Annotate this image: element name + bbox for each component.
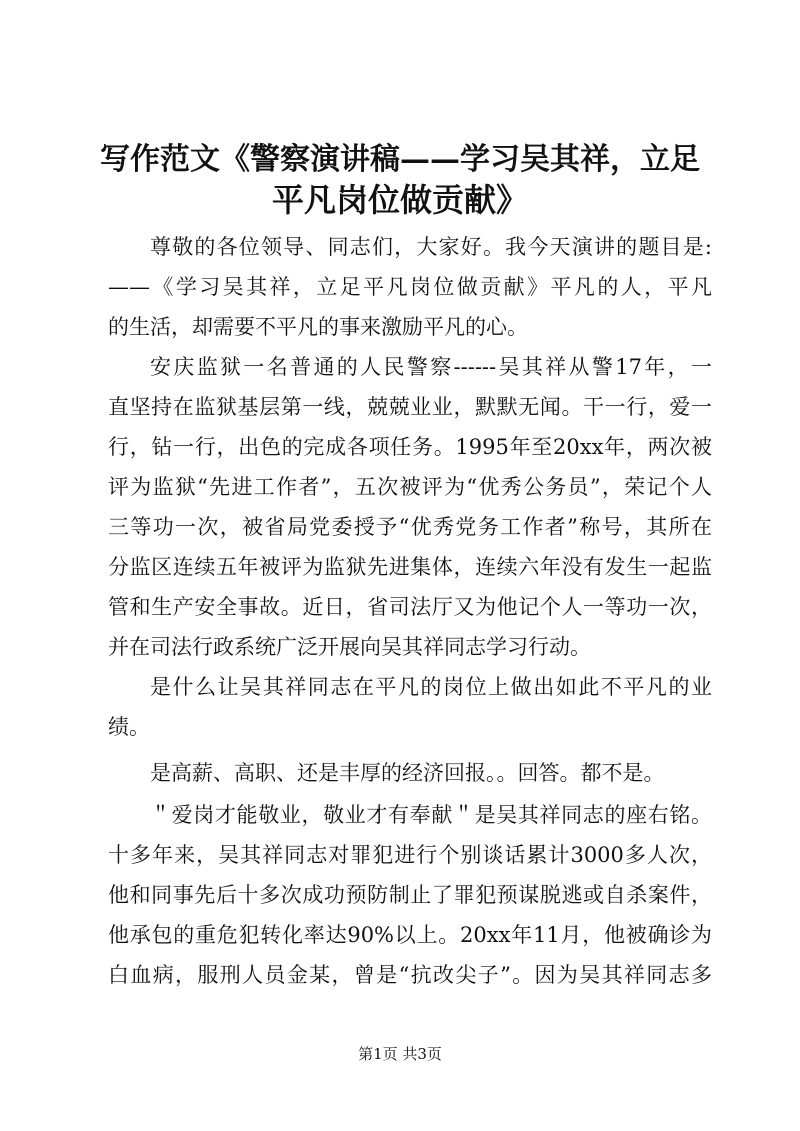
paragraph-line: 他和同事先后十多次成功预防制止了罪犯预谋脱逃或自杀案件， (108, 883, 712, 907)
title-line-1: 写作范文《警察演讲稿——学习吴其祥，立足 (100, 142, 700, 177)
paragraph-line: 尊敬的各位领导、同志们，大家好。我今天演讲的题目是: (150, 235, 712, 259)
paragraph-line: 三等功一次，被省局党委授予“优秀党务工作者”称号，其所在 (108, 515, 712, 539)
paragraph-line: 直坚持在监狱基层第一线，兢兢业业，默默无闻。干一行，爱一 (108, 395, 712, 419)
title-line-2: 平凡岗位做贡献》 (271, 181, 528, 219)
paragraph-line: 的生活，却需要不平凡的事来激励平凡的心。 (108, 315, 528, 339)
paragraph-line: ＂爱岗才能敬业，敬业才有奉献＂是吴其祥同志的座右铭。 (150, 803, 712, 827)
paragraph-line: 他承包的重危犯转化率达90%以上。20xx年11月，他被确诊为 (108, 923, 712, 947)
paragraph-line: 十多年来，吴其祥同志对罪犯进行个别谈话累计3000多人次， (108, 843, 712, 867)
document-title (100, 140, 700, 220)
paragraph-line: 绩。 (108, 715, 150, 739)
paragraph-line: 安庆监狱一名普通的人民警察------吴其祥从警17年，一 (150, 355, 712, 379)
paragraph-line: 并在司法行政系统广泛开展向吴其祥同志学习行动。 (108, 635, 591, 659)
paragraph-line: 是高薪、高职、还是丰厚的经济回报。。回答。都不是。 (150, 761, 665, 785)
paragraph-line: 白血病，服刑人员金某，曾是“抗改尖子”。因为吴其祥同志多 (108, 963, 712, 987)
paragraph-line: 行，钻一行，出色的完成各项任务。1995年至20xx年，两次被 (108, 435, 712, 459)
paragraph-line: 评为监狱“先进工作者”，五次被评为“优秀公务员”，荣记个人 (108, 475, 712, 499)
page-number: 第1页 共3页 (358, 1045, 442, 1063)
paragraph-line: 是什么让吴其祥同志在平凡的岗位上做出如此不平凡的业 (150, 675, 712, 699)
paragraph-line: ——《学习吴其祥，立足平凡岗位做贡献》平凡的人，平凡 (108, 275, 712, 299)
paragraph-line: 分监区连续五年被评为监狱先进集体，连续六年没有发生一起监 (108, 555, 712, 579)
paragraph-line: 管和生产安全事故。近日，省司法厅又为他记个人一等功一次， (108, 595, 712, 619)
